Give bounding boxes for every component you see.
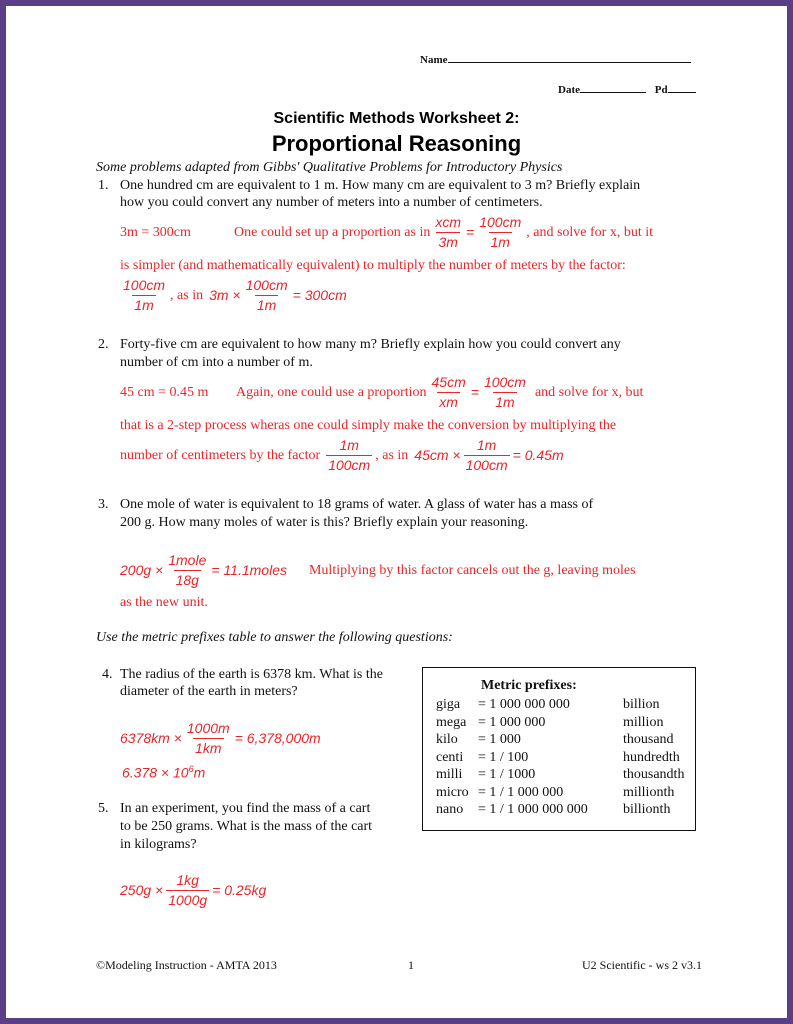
q4-expr bbox=[120, 720, 321, 757]
subtitle: Some problems adapted from Gibbs' Qualitative Problems for Introductory Physics bbox=[96, 160, 563, 175]
q4-sci-unit: m bbox=[193, 764, 206, 781]
q1-expr-lead: 3m × bbox=[209, 287, 241, 303]
q5-expr-lead: 250g × bbox=[120, 882, 164, 898]
title-line1: Scientific Methods Worksheet 2: bbox=[273, 110, 520, 127]
prefix-word: million bbox=[623, 714, 664, 730]
q1-frac1-den: 3m bbox=[438, 234, 458, 250]
q2-frac4-num: 1m bbox=[476, 437, 497, 453]
q1-frac4-num: 100cm bbox=[245, 277, 288, 293]
metric-prefixes-box bbox=[422, 667, 696, 831]
q4-expr-lead: 6378km × bbox=[120, 730, 182, 746]
q1-frac2-num: 100cm bbox=[479, 214, 522, 230]
prefix-prefix: centi bbox=[436, 749, 464, 765]
prefix-value: = 1 / 1 000 000 000 bbox=[478, 802, 588, 817]
q5-expr bbox=[120, 872, 266, 909]
q1-text-line1: One hundred cm are equivalent to 1 m. How many cm are equivalent to 3 m? Briefly explain bbox=[120, 178, 641, 193]
prefix-row bbox=[436, 714, 713, 732]
prefix-word: hundredth bbox=[623, 749, 680, 765]
q4-sci-base: 6.378 × 10 bbox=[122, 764, 189, 781]
q5-expr-result: = 0.25kg bbox=[212, 882, 267, 898]
prefix-prefix: kilo bbox=[436, 732, 458, 747]
date-blank bbox=[580, 92, 646, 93]
q2-fraction-3 bbox=[326, 437, 372, 474]
q1-answer-text2: , and solve for x, but it bbox=[526, 225, 654, 240]
q4-frac-num: 1000m bbox=[186, 720, 230, 736]
q2-answer-text2: and solve for x, but bbox=[534, 385, 644, 400]
q3-text-line1: One mole of water is equivalent to 18 grams of water. A glass of water has a mass of bbox=[120, 497, 594, 512]
q1-fraction-3 bbox=[121, 277, 167, 314]
prefix-value: = 1 / 1 000 000 bbox=[478, 784, 564, 800]
q3-frac-num: 1mole bbox=[168, 552, 207, 568]
q1-expr-result: = 300cm bbox=[292, 287, 347, 303]
footer-page-number: 1 bbox=[408, 958, 414, 972]
prefix-prefix: milli bbox=[436, 767, 463, 782]
q2-frac1-den: xm bbox=[439, 394, 458, 410]
prefix-row bbox=[436, 696, 713, 714]
q2-text-line2: number of cm into a number of m. bbox=[120, 355, 313, 370]
q4-fraction bbox=[185, 720, 232, 757]
prefix-value: = 1 000 bbox=[478, 732, 521, 747]
q2-equals: = bbox=[470, 384, 479, 400]
prefix-word: millionth bbox=[623, 784, 675, 800]
q1-answer-text1: One could set up a proportion as in bbox=[234, 225, 431, 240]
q4-text-line2: diameter of the earth in meters? bbox=[120, 684, 298, 699]
prefix-word: thousand bbox=[623, 732, 674, 747]
q3-text-line2: 200 g. How many moles of water is this? Briefly explain your reasoning. bbox=[120, 515, 529, 530]
q1-frac3-den: 1m bbox=[134, 297, 154, 313]
q1-frac4-den: 1m bbox=[256, 297, 277, 313]
q1-answer-text3: , as in bbox=[170, 288, 204, 303]
q5-frac-num: 1kg bbox=[176, 872, 199, 888]
q2-proportion bbox=[236, 374, 643, 411]
q1-frac3-num: 100cm bbox=[123, 277, 166, 293]
title-line2: Proportional Reasoning bbox=[271, 131, 522, 156]
prefix-value: = 1 / 100 bbox=[478, 749, 529, 765]
pd-label: Pd bbox=[654, 84, 668, 96]
q2-text-line1: Forty-five cm are equivalent to how many m? Briefly explain how you could convert any bbox=[120, 337, 621, 352]
q1-frac1-num: xcm bbox=[435, 214, 462, 230]
q2-frac3-num: 1m bbox=[339, 437, 359, 453]
q4-frac-den: 1km bbox=[195, 740, 222, 756]
name-blank bbox=[448, 62, 691, 63]
worksheet-page bbox=[6, 6, 787, 1018]
q1-factor-expr bbox=[118, 277, 347, 314]
name-label: Name bbox=[420, 54, 448, 66]
prefix-row bbox=[436, 801, 713, 819]
q1-fraction-1 bbox=[433, 214, 463, 251]
date-pd-field bbox=[558, 82, 696, 99]
q2-fraction-2 bbox=[482, 374, 528, 411]
metric-prefixes-title: Metric prefixes: bbox=[481, 678, 577, 693]
q1-fraction-2 bbox=[477, 214, 523, 251]
prefix-row bbox=[436, 731, 713, 749]
q1-text-line2: how you could convert any number of meters into a number of centimeters. bbox=[120, 195, 543, 210]
prefix-value: = 1 / 1000 bbox=[478, 767, 536, 782]
q5-text-line3: in kilograms? bbox=[120, 837, 197, 852]
q1-frac2-den: 1m bbox=[490, 234, 510, 250]
q2-frac2-num: 100cm bbox=[483, 374, 526, 390]
q4-scientific-notation bbox=[122, 764, 205, 781]
prefix-prefix: micro bbox=[436, 784, 469, 800]
q2-answer-lead: 45 cm = 0.45 m bbox=[120, 385, 209, 400]
q2-answer-text3: , as in bbox=[375, 448, 409, 463]
date-label: Date bbox=[558, 84, 580, 96]
q3-expr bbox=[120, 552, 636, 589]
q4-number: 4. bbox=[102, 667, 113, 682]
footer-left: ©Modeling Instruction - AMTA 2013 bbox=[96, 958, 277, 972]
prefix-instruction: Use the metric prefixes table to answer the following questions: bbox=[96, 630, 453, 645]
q1-answer-lead: 3m = 300cm bbox=[120, 225, 191, 240]
q3-answer-line2: as the new unit. bbox=[120, 595, 208, 610]
prefix-row bbox=[436, 749, 713, 767]
q3-fraction bbox=[166, 552, 208, 589]
q5-text-line2: to be 250 grams. What is the mass of the cart bbox=[120, 819, 373, 834]
prefix-prefix: mega bbox=[436, 714, 467, 730]
q5-frac-den: 1000g bbox=[168, 892, 208, 908]
q3-frac-den: 18g bbox=[175, 572, 199, 588]
q3-expr-lead: 200g × bbox=[120, 562, 164, 578]
q1-answer-line2: is simpler (and mathematically equivalent) to multiply the number of meters by the factor: bbox=[120, 258, 626, 273]
q2-factor-expr bbox=[120, 437, 564, 474]
q2-frac4-den: 100cm bbox=[465, 457, 508, 473]
q5-fraction bbox=[166, 872, 209, 909]
prefix-row bbox=[436, 784, 713, 802]
q2-frac2-den: 1m bbox=[495, 394, 515, 410]
q1-fraction-4 bbox=[244, 277, 290, 314]
q3-number: 3. bbox=[98, 497, 109, 512]
q2-frac1-num: 45cm bbox=[431, 374, 466, 390]
q2-fraction-1 bbox=[430, 374, 468, 411]
q2-frac3-den: 100cm bbox=[328, 457, 371, 473]
prefix-value: = 1 000 000 bbox=[478, 714, 546, 730]
prefix-word: billionth bbox=[623, 802, 671, 817]
q3-answer-text1: Multiplying by this factor cancels out the g, leaving moles bbox=[308, 563, 636, 578]
pd-blank bbox=[668, 92, 696, 93]
q4-text-line1: The radius of the earth is 6378 km. What is the bbox=[120, 667, 383, 682]
q2-answer-line2: that is a 2-step process wheras one could simply make the conversion by multiplying the bbox=[120, 418, 617, 433]
q2-expr-result: = 0.45m bbox=[512, 447, 564, 463]
prefix-prefix: giga bbox=[436, 697, 461, 712]
q5-text-line1: In an experiment, you find the mass of a cart bbox=[120, 801, 371, 816]
footer-right: U2 Scientific - ws 2 v3.1 bbox=[582, 958, 702, 972]
q2-answer-text1: Again, one could use a proportion bbox=[236, 385, 427, 400]
q2-number: 2. bbox=[98, 337, 109, 352]
prefix-row bbox=[436, 766, 713, 784]
q2-fraction-4 bbox=[464, 437, 510, 474]
q1-number: 1. bbox=[98, 178, 109, 193]
prefix-word: billion bbox=[623, 697, 660, 712]
prefix-word: thousandth bbox=[623, 767, 685, 782]
q4-expr-result: = 6,378,000m bbox=[234, 730, 321, 746]
q5-number: 5. bbox=[98, 801, 109, 816]
q4-sci-exp: 6 bbox=[188, 764, 194, 774]
q3-expr-result: = 11.1moles bbox=[211, 562, 287, 578]
q1-proportion bbox=[234, 214, 653, 251]
name-field bbox=[420, 52, 691, 69]
q1-equals: = bbox=[466, 224, 475, 240]
prefix-prefix: nano bbox=[436, 802, 464, 817]
prefix-value: = 1 000 000 000 bbox=[478, 697, 570, 712]
q2-answer-line3: number of centimeters by the factor bbox=[120, 448, 321, 463]
q2-expr-lead: 45cm × bbox=[414, 447, 461, 463]
